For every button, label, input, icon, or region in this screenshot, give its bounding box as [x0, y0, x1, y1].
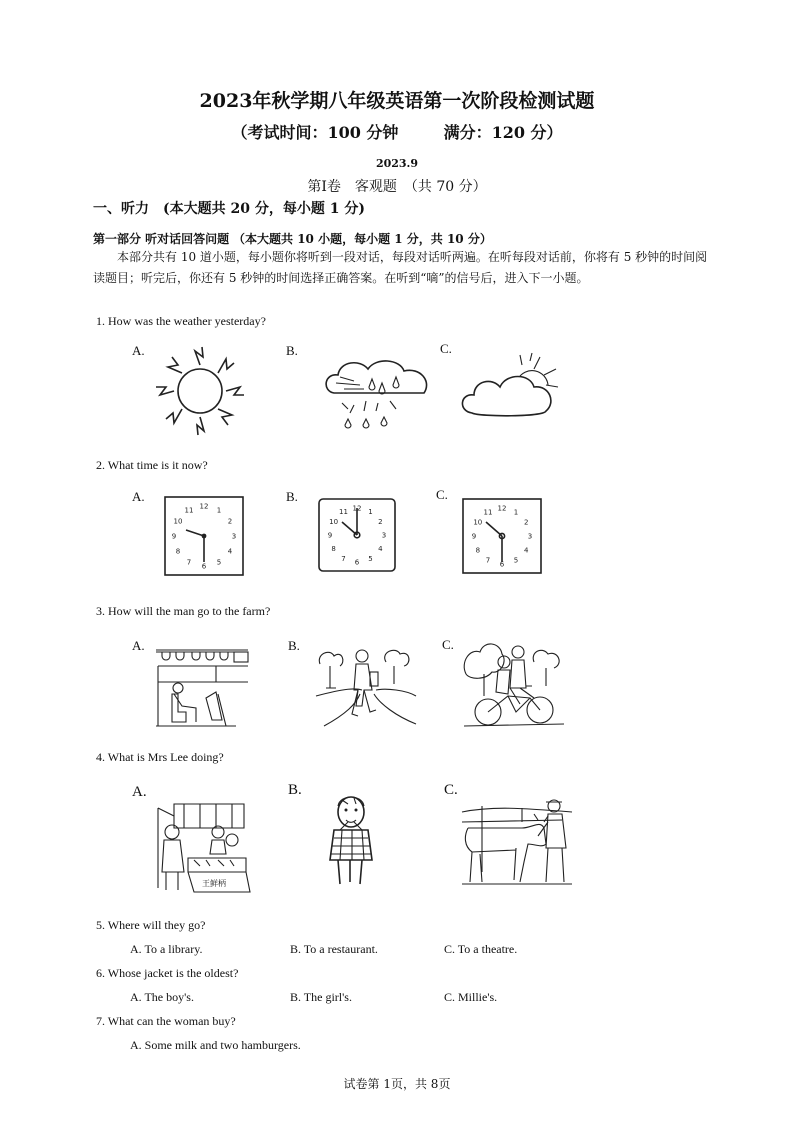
- clock-numeral: 11: [483, 508, 493, 517]
- bus-interior-icon: [156, 648, 252, 728]
- exam-time: （考试时间：100 分钟: [231, 123, 399, 142]
- walking-man-icon: [316, 644, 416, 728]
- clock-numeral: 4: [378, 545, 383, 553]
- clock-numeral: 12: [199, 502, 209, 511]
- q6-option-b: B. The girl's.: [290, 990, 352, 1004]
- clock-numeral: 6: [499, 560, 505, 569]
- cloudy-icon: [460, 355, 560, 425]
- clock-numeral: 3: [527, 532, 533, 541]
- clock-a-icon: [164, 496, 244, 576]
- clock-numeral: 1: [513, 508, 519, 517]
- clock-numeral: 7: [341, 554, 346, 563]
- clock-numeral: 9: [471, 532, 477, 541]
- clock-numeral: 10: [173, 517, 183, 526]
- q6-option-a: A. The boy's.: [130, 990, 194, 1004]
- part-instructions: 本部分共有 10 道小题，每小题你将听到一段对话，每段对话听两遍。在听每段对话前，你将有 5 秒钟的时间阅读题目；听完后，你还有 5 秒钟的时间选择正确答案。在听到“嘀”的信号后，进入下一小题。: [93, 250, 708, 285]
- clock-numeral: 11: [184, 506, 194, 515]
- q3-option-a-label: A.: [132, 638, 145, 653]
- question-3: 3. How will the man go to the farm?: [96, 604, 271, 618]
- feeding-cow-icon: [462, 792, 572, 888]
- q2-option-a-label: A.: [132, 489, 145, 504]
- question-2: 2. What time is it now?: [96, 458, 208, 472]
- clock-numeral: 8: [331, 545, 336, 553]
- question-5: 5. Where will they go?: [96, 918, 206, 932]
- clock-numeral: 10: [329, 518, 339, 526]
- q1-option-c-label: C.: [440, 341, 452, 356]
- clock-numeral: 2: [227, 517, 233, 526]
- clock-b-icon: [318, 498, 396, 572]
- clock-numeral: 12: [497, 504, 507, 513]
- exam-date: 2023.9: [375, 157, 419, 170]
- clock-numeral: 11: [339, 508, 348, 517]
- q4-option-c-label: C.: [444, 782, 458, 798]
- clock-numeral: 8: [175, 547, 181, 556]
- q1-option-b-label: B.: [286, 343, 298, 358]
- clock-numeral: 8: [475, 546, 481, 555]
- clock-numeral: 2: [378, 518, 383, 526]
- q6-option-c: C. Millie's.: [444, 990, 498, 1004]
- clock-numeral: 12: [352, 504, 362, 513]
- clock-numeral: 3: [381, 531, 387, 540]
- part-info: （本大题共 10 小题，每小题 1 分，共 10 分）: [233, 232, 492, 246]
- clock-numeral: 4: [227, 547, 233, 556]
- q5-option-a: A. To a library.: [130, 942, 203, 956]
- exam-subtitle: [0, 120, 794, 143]
- market-stall-icon: [154, 798, 254, 894]
- clock-numeral: 3: [231, 532, 237, 541]
- q2-option-c-label: C.: [436, 487, 448, 502]
- clock-numeral: 7: [186, 558, 192, 567]
- sun-icon: [150, 345, 250, 435]
- q2-option-b-label: B.: [286, 489, 298, 504]
- clock-numeral: 4: [523, 546, 529, 555]
- clock-numeral: 9: [171, 532, 177, 541]
- boy-eating-icon: [326, 790, 376, 886]
- clock-numeral: 5: [513, 556, 519, 565]
- q3-option-c-label: C.: [442, 637, 454, 652]
- exam-score: 满分：120 分）: [443, 123, 563, 142]
- clock-numeral: 7: [485, 556, 491, 565]
- q1-option-a-label: A.: [132, 343, 145, 358]
- q4-option-b-label: B.: [288, 782, 302, 798]
- q5-option-c: C. To a theatre.: [444, 942, 518, 956]
- bicycle-riders-icon: [464, 638, 564, 728]
- page-footer: 试卷第 1页，共 8页: [343, 1077, 451, 1091]
- clock-numeral: 5: [368, 554, 373, 563]
- clock-numeral: 9: [327, 531, 333, 540]
- question-4: 4. What is Mrs Lee doing?: [96, 750, 224, 764]
- question-1: 1. How was the weather yesterday?: [96, 314, 266, 328]
- part-title: 第一部分 听对话回答问题: [93, 232, 230, 246]
- q5-option-b: B. To a restaurant.: [290, 942, 378, 956]
- clock-numeral: 1: [368, 508, 373, 517]
- clock-numeral: 2: [523, 518, 529, 527]
- part-heading: [93, 230, 492, 247]
- q3-option-b-label: B.: [288, 638, 300, 653]
- exam-title: 2023年秋学期八年级英语第一次阶段检测试题: [199, 90, 595, 112]
- q7-option-a: A. Some milk and two hamburgers.: [130, 1038, 301, 1052]
- section-heading: 一、听力 (本大题共 20 分，每小题 1 分): [93, 201, 365, 217]
- rain-cloud-icon: [320, 355, 435, 435]
- question-7: 7. What can the woman buy?: [96, 1014, 236, 1028]
- question-6: 6. Whose jacket is the oldest?: [96, 966, 239, 980]
- q4-option-a-label: A.: [132, 784, 147, 800]
- clock-numeral: 6: [201, 562, 207, 571]
- volume-heading: 第Ⅰ卷 客观题 （共 70 分）: [307, 179, 487, 195]
- clock-numeral: 10: [473, 518, 483, 527]
- clock-numeral: 1: [216, 506, 222, 515]
- clock-numeral: 6: [354, 558, 360, 567]
- clock-numeral: 5: [216, 558, 222, 567]
- clock-c-icon: [462, 498, 542, 574]
- stall-sign: 王鲜柄: [202, 879, 226, 888]
